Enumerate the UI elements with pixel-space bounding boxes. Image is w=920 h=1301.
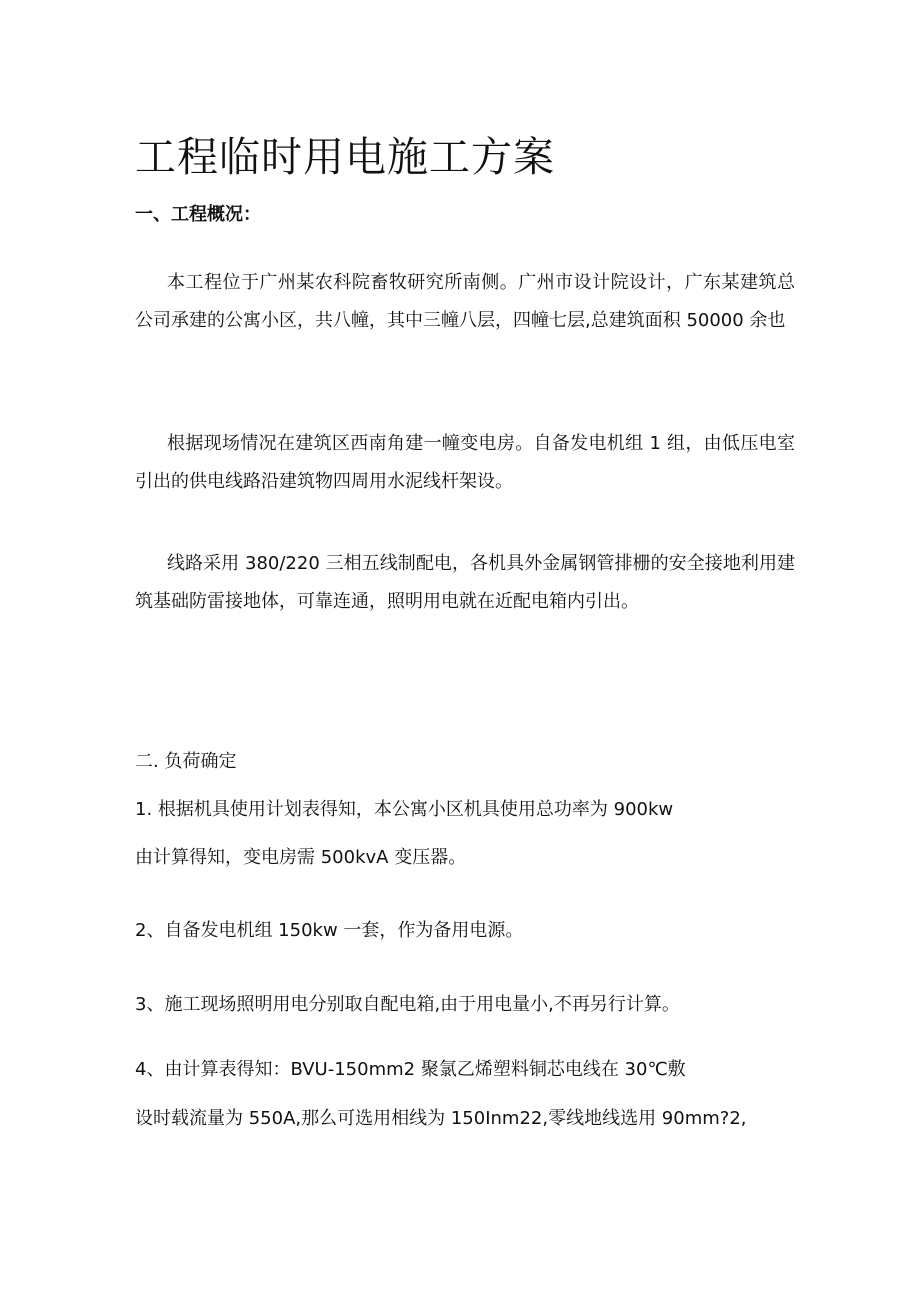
document-title: 工程临时用电施工方案 <box>135 133 555 181</box>
section-heading-overview: 一、工程概况： <box>135 204 261 225</box>
load-line-3: 2、自备发电机组 150kw 一套，作为备用电源。 <box>135 920 524 941</box>
overview-paragraph-3: 线路采用 380/220 三相五线制配电，各机具外金属钢管排栅的安全接地利用建筑基础防雷接地体，可靠连通，照明用电就在近配电箱内引出。 <box>135 553 795 612</box>
section-heading-load: 二. 负荷确定 <box>135 751 237 772</box>
load-line-5: 4、由计算表得知：BVU-150mm2 聚氯乙烯塑料铜芯电线在 30℃敷 <box>135 1059 686 1080</box>
overview-paragraph-1: 本工程位于广州某农科院畜牧研究所南侧。广州市设计院设计，广东某建筑总公司承建的公寓小区，共八幢，其中三幢八层，四幢七层,总建筑面积 50000 余也 <box>135 272 795 331</box>
load-line-6: 设时载流量为 550A,那么可选用相线为 150Inm22,零线地线选用 90mm?2, <box>135 1108 747 1129</box>
load-line-1: 1. 根据机具使用计划表得知，本公寓小区机具使用总功率为 900kw <box>135 799 674 820</box>
overview-paragraph-2: 根据现场情况在建筑区西南角建一幢变电房。自备发电机组 1 组，由低压电室引出的供电线路沿建筑物四周用水泥线杆架设。 <box>135 433 795 492</box>
load-line-2: 由计算得知，变电房需 500kvA 变压器。 <box>135 847 467 868</box>
load-line-4: 3、施工现场照明用电分别取自配电箱,由于用电量小,不再另行计算。 <box>135 994 680 1015</box>
